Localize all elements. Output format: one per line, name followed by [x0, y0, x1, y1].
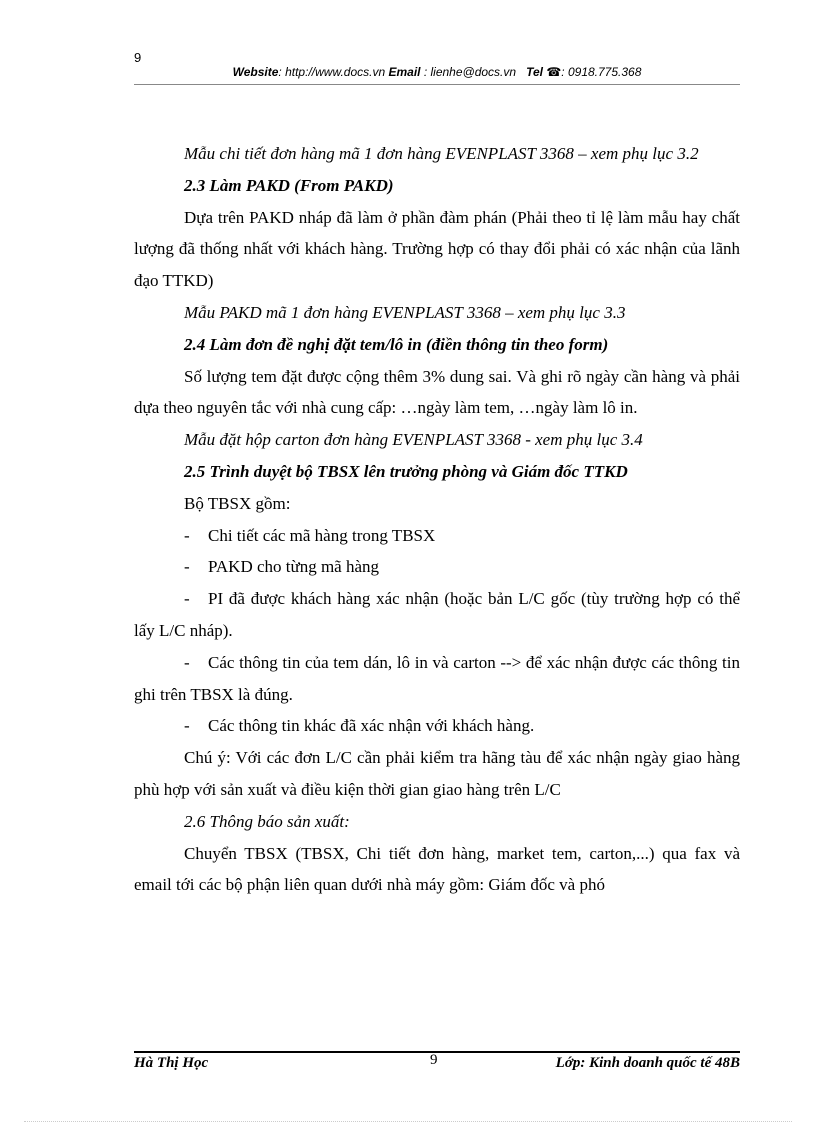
paragraph-appendix-3-3: Mẫu PAKD mã 1 đơn hàng EVENPLAST 3368 – xem phụ lục 3.3	[184, 302, 626, 322]
paragraph-production-notice: Chuyển TBSX (TBSX, Chi tiết đơn hàng, market tem, carton,...) qua fax và email tới các bộ phận liên quan dưới nhà máy gồm: Giám đốc và phó	[134, 843, 740, 895]
list-item-text: Các thông tin khác đã xác nhận với khách hàng.	[208, 716, 535, 736]
tel-label: Tel	[526, 65, 543, 79]
list-item	[134, 647, 740, 711]
email-value: : lienhe@docs.vn	[420, 65, 517, 79]
phone-icon: ☎	[546, 65, 562, 79]
paragraph-note: Chú ý: Với các đơn L/C cần phải kiểm tra hãng tàu để xác nhận ngày giao hàng phù hợp với sản xuất và điều kiện thời gian giao hàng trên L/C	[134, 748, 740, 799]
bullet-dash: -	[184, 716, 190, 736]
website-value: : http://www.docs.vn	[278, 65, 386, 79]
heading-2-4: 2.4 Làm đơn đề nghị đặt tem/lô in (điền thông tin theo form)	[184, 334, 609, 354]
list-item-text: Chi tiết các mã hàng trong TBSX	[208, 525, 436, 545]
list-item-text: PAKD cho từng mã hàng	[208, 557, 380, 577]
document-body	[134, 138, 740, 901]
bullet-dash: -	[184, 525, 190, 545]
bullet-dash: -	[184, 589, 190, 609]
heading-2-3: 2.3 Làm PAKD (From PAKD)	[184, 175, 394, 195]
paragraph-pakd: Dựa trên PAKD nháp đã làm ở phần đàm phán (Phải theo tỉ lệ làm mẫu hay chất lượng đã thống nhất với khách hàng. Trường hợp có thay đổi phải có xác nhận của lãnh đạo TTKD)	[134, 207, 740, 291]
website-label: Website	[232, 65, 279, 79]
paragraph-appendix-3-2: Mẫu chi tiết đơn hàng mã 1 đơn hàng EVENPLAST 3368 – xem phụ lục 3.2	[184, 144, 699, 163]
list-item	[134, 583, 740, 647]
header-divider	[134, 84, 740, 85]
bullet-dash: -	[184, 652, 190, 672]
footer-author: Hà Thị Học	[134, 1055, 209, 1071]
email-label: Email	[388, 65, 421, 79]
list-item	[134, 520, 740, 552]
list-item	[134, 710, 740, 742]
list-item-text: Các thông tin của tem dán, lô in và carton --> để xác nhận được các thông tin ghi trên TBSX là đúng.	[134, 652, 740, 704]
page-bottom-border	[24, 1121, 792, 1122]
document-header	[134, 65, 740, 79]
list-item	[134, 551, 740, 583]
header-page-number: 9	[134, 50, 142, 65]
footer-class: Lớp: Kinh doanh quốc tế 48B	[555, 1055, 740, 1071]
footer-page-number: 9	[430, 1052, 438, 1068]
heading-2-5: 2.5 Trình duyệt bộ TBSX lên trưởng phòng và Giám đốc TTKD	[184, 461, 628, 481]
list-item-text: PI đã được khách hàng xác nhận (hoặc bản L/C gốc (tùy trường hợp có thể lấy L/C nháp).	[134, 589, 740, 640]
paragraph-tem-quantity: Số lượng tem đặt được cộng thêm 3% dung sai. Và ghi rõ ngày cần hàng và phải dựa theo nguyên tắc với nhà cung cấp: …ngày làm tem, …ngày làm lô in.	[134, 366, 740, 418]
tel-value: : 0918.775.368	[561, 65, 642, 79]
paragraph-appendix-3-4: Mẫu đặt hộp carton đơn hàng EVENPLAST 3368 - xem phụ lục 3.4	[184, 430, 643, 450]
paragraph-tbsx-set: Bộ TBSX gồm:	[184, 493, 291, 513]
heading-2-6: 2.6 Thông báo sản xuất:	[184, 811, 350, 831]
bullet-dash: -	[184, 557, 190, 577]
